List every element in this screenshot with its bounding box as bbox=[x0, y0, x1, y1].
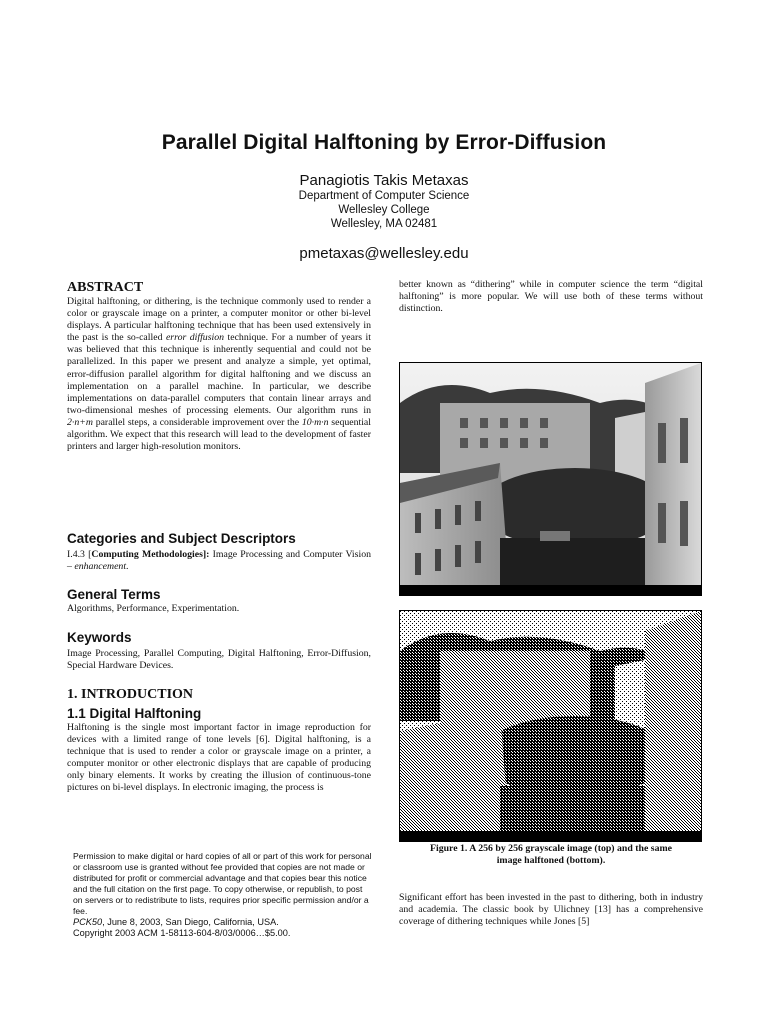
general-terms-body: Algorithms, Performance, Experimentation. bbox=[67, 603, 240, 614]
introduction-subheading: 1.1 Digital Halftoning bbox=[67, 706, 202, 721]
intro-continuation bbox=[399, 279, 703, 315]
keywords-heading: Keywords bbox=[67, 630, 132, 645]
categories-heading: Categories and Subject Descriptors bbox=[67, 531, 296, 546]
abstract-text-2: technique. For a number of years it was believed that this technique is inherently sequential and could not be parallelized. In this paper we present and analyze a simple, yet optimal, error-diffusion parallel algorithm for digital halftoning and we discuss an implementation on a parallel machine. In particular, we describe implementations on data-parallel computers that contain linear arrays and two-dimensional meshes of processing elements. Our algorithm runs in bbox=[67, 332, 371, 416]
categories-em: enhancement bbox=[74, 561, 127, 573]
introduction-body: Halftoning is the single most important factor in image reproduction for devices with a limited range of tone levels [6]. Digital halftoning, is a technique that is used to render a color or grayscale image on a printer, a computer monitor or other electronic displays that are capable of producing only binary elements. It works by creating the illusion of continuous-tone pictures on bi-level displays. In electronic imaging, the process is bbox=[67, 722, 371, 794]
introduction-section bbox=[67, 687, 371, 795]
author-name: Panagiotis Takis Metaxas bbox=[299, 172, 469, 189]
keywords-body: Image Processing, Parallel Computing, Digital Halftoning, Error-Diffusion, Special Hardware Devices. bbox=[67, 648, 371, 672]
figure-caption bbox=[399, 843, 703, 867]
categories-text: Image Processing and Computer Vision – bbox=[67, 549, 371, 573]
general-terms-heading: General Terms bbox=[67, 587, 161, 602]
figure-caption-line-2: image halftoned (bottom). bbox=[496, 855, 606, 866]
introduction-heading: 1. INTRODUCTION bbox=[67, 687, 194, 702]
grayscale-photo-graphic bbox=[400, 363, 701, 595]
categories-section bbox=[67, 531, 371, 573]
affiliation-address: Wellesley, MA 02481 bbox=[330, 218, 438, 230]
after-figure-paragraph bbox=[399, 892, 703, 928]
figure-grayscale-image bbox=[399, 362, 702, 596]
categories-code: I.4.3 [ bbox=[67, 549, 92, 560]
abstract-heading: ABSTRACT bbox=[67, 280, 144, 295]
abstract-em-3: 10·m·n bbox=[301, 416, 329, 428]
general-terms-section bbox=[67, 587, 371, 615]
copyright-line: Copyright 2003 ACM 1-58113-604-8/03/0006…$5.00. bbox=[73, 928, 291, 938]
abstract-em-1: error diffusion bbox=[165, 332, 225, 344]
abstract-section bbox=[67, 280, 371, 453]
venue-name: PCK50 bbox=[73, 917, 103, 927]
affiliation-department: Department of Computer Science bbox=[298, 190, 470, 202]
figure-caption-line-1: Figure 1. A 256 by 256 grayscale image (top) and the same bbox=[429, 843, 672, 854]
abstract-em-2: 2·n+m bbox=[67, 416, 93, 428]
figure-halftoned-image bbox=[399, 610, 702, 842]
abstract-text-1: Digital halftoning, or dithering, is the technique commonly used to render a color or grayscale image on a printer, a computer monitor or other bi-level displays. A particular halftoning technique that has been used extensively in the past is the so-called bbox=[67, 296, 371, 344]
affiliation-college: Wellesley College bbox=[338, 204, 430, 216]
permission-block bbox=[73, 851, 373, 939]
keywords-section bbox=[67, 630, 371, 672]
abstract-text-3: parallel steps, a considerable improvement over the bbox=[92, 416, 302, 428]
venue-line bbox=[73, 917, 373, 928]
abstract-body bbox=[67, 296, 371, 453]
categories-bold: Computing Methodologies]: bbox=[91, 549, 210, 560]
continuation-text: better known as “dithering” while in computer science the term “digital halftoning” is more popular. We will use both of these terms without distinction. bbox=[399, 279, 703, 315]
author-email: pmetaxas@wellesley.edu bbox=[299, 245, 469, 262]
abstract-text-4: sequential algorithm. We expect that this research will lead to the development of faster printers and larger high-resolution monitors. bbox=[67, 416, 372, 453]
permission-text: Permission to make digital or hard copies of all or part of this work for personal or classroom use is granted without fee provided that copies are not made or distributed for profit or commercial advantage and that copies bear this notice and the full citation on the first page. To copy otherwise, or republish, to post on servers or to redistribute to lists, requires prior specific permission and/or a fee. bbox=[73, 851, 372, 916]
categories-end: . bbox=[126, 561, 129, 573]
halftoned-photo-graphic bbox=[400, 611, 701, 841]
venue-details: , June 8, 2003, San Diego, California, USA. bbox=[102, 917, 279, 927]
after-figure-text: Significant effort has been invested in the past to dithering, both in industry and academia. The classic book by Ulichney [13] has a comprehensive coverage of dithering techniques while Jones [5] bbox=[399, 892, 703, 928]
paper-title: Parallel Digital Halftoning by Error-Diffusion bbox=[161, 131, 607, 154]
categories-body bbox=[67, 549, 371, 573]
